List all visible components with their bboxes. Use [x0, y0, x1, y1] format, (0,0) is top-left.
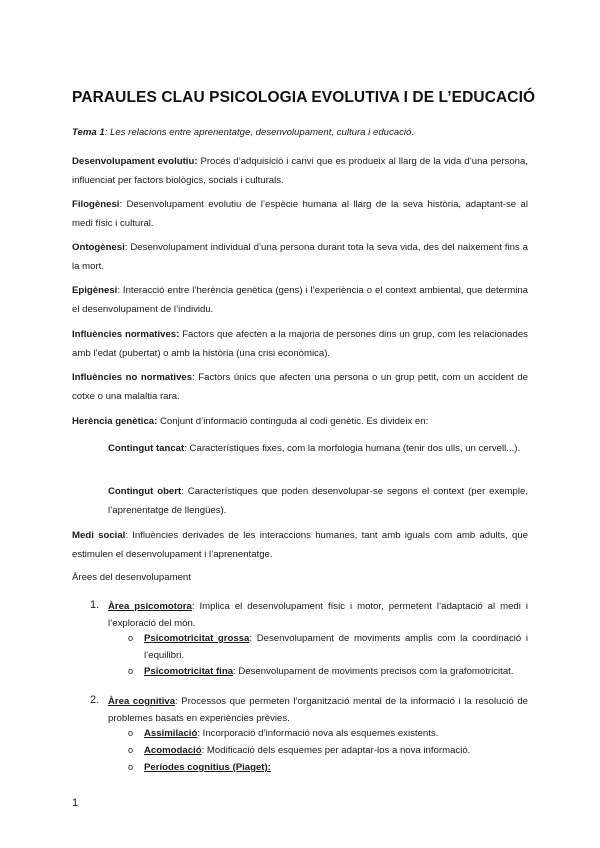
page-number: 1 — [72, 797, 79, 809]
definition-term: Influències no normatives — [72, 372, 193, 383]
sub-term: Psicomotricitat fina — [144, 666, 234, 677]
sub-term: Acomodació — [144, 745, 202, 756]
definition-filogenesi — [72, 195, 528, 233]
topic-label: Tema 1 — [72, 127, 105, 138]
list-number: 1. — [90, 599, 100, 611]
sub-assimilacio — [144, 725, 528, 742]
bullet-icon: o — [128, 633, 134, 643]
definition-term: Medi social — [72, 530, 126, 541]
area-text: : Processos que permeten l’organització mental de la informació i la resolució de problemes basats en experiències prèvies. — [108, 696, 528, 724]
sub-text: : Desenvolupament de moviments amplis com la coordinació i l’equilibri. — [144, 633, 528, 661]
bullet-icon: o — [128, 745, 134, 755]
sub-acomodacio — [144, 742, 528, 759]
definition-text: : Desenvolupament evolutiu de l’espècie humana al llarg de la seva història, adaptant-se al medi físic i cultural. — [72, 199, 528, 229]
topic-line — [72, 127, 414, 138]
list-number: 2. — [90, 694, 100, 706]
bullet-icon: o — [128, 762, 134, 772]
definition-text: : Influències derivades de les interaccions humanes, tant amb iguals com amb adults, que estimulen el desenvolupament i l’aprenentatge. — [72, 530, 528, 560]
document-title: PARAULES CLAU PSICOLOGIA EVOLUTIVA I DE L’EDUCACIÓ — [72, 89, 536, 106]
area-psicomotora — [108, 598, 528, 632]
definition-text: Factors que afecten a la majoria de persones dins un grup, com les relacionades amb l’edat (pubertat) o amb la història (una crisi econòmica). — [72, 329, 528, 359]
sub-text: : Modificació dels esquemes per adaptar-los a nova informació. — [201, 745, 471, 756]
areas-heading: Àrees del desenvolupament — [72, 572, 191, 583]
sub-term: Psicomotricitat grossa — [144, 633, 250, 644]
heredity-term: Contingut obert — [108, 486, 182, 497]
definition-term: Desenvolupament evolutiu: — [72, 156, 198, 167]
sub-periodes-cognitius — [144, 759, 528, 776]
area-term: Àrea cognitiva — [108, 696, 176, 707]
definition-ontogenesi — [72, 238, 528, 276]
definition-text: : Interacció entre l’herència genètica (gens) i l’experiència o el context ambiental, que determina el desenvolupament de l’individu. — [72, 285, 528, 315]
definition-text: : Factors únics que afecten una persona o un grup petit, com un accident de cotxe o una malaltia rara. — [72, 372, 528, 402]
definition-herencia-genetica — [72, 412, 528, 431]
definition-text: : Desenvolupament individual d’una persona durant tota la seva vida, des del naixement fins a la mort. — [72, 242, 528, 272]
definition-term: Filogènesi — [72, 199, 120, 210]
sub-text: : Incorporació d’informació nova als esquemes existents. — [197, 728, 439, 739]
definition-epigenesi — [72, 281, 528, 319]
definition-term: Herència genètica: — [72, 416, 158, 427]
definition-term: Ontogènesi — [72, 242, 125, 253]
definition-influencies-no-normatives — [72, 368, 528, 406]
definition-desenvolupament — [72, 152, 528, 190]
bullet-icon: o — [128, 728, 134, 738]
definition-text: Conjunt d’informació continguda al codi genètic. Es divideix en: — [157, 416, 429, 427]
area-cognitiva — [108, 693, 528, 727]
area-term: Àrea psicomotora — [108, 601, 192, 612]
sub-term: Períodes cognitius (Piaget): — [144, 762, 271, 773]
heredity-term: Contingut tancat — [108, 443, 185, 454]
area-text: : Implica el desenvolupament físic i motor, permetent l’adaptació al medi i l’exploració del món. — [108, 601, 528, 629]
heredity-text: : Característiques que poden desenvolupar-se segons el context (per exemple, l’aprenentatge de llengües). — [108, 486, 528, 516]
sub-text: : Desenvolupament de moviments precisos com la grafomotricitat. — [233, 666, 514, 677]
topic-text: : Les relacions entre aprenentatge, desenvolupament, cultura i educació. — [104, 127, 415, 138]
bullet-icon: o — [128, 666, 134, 676]
heredity-contingut-obert — [108, 482, 528, 520]
heredity-text: : Característiques fixes, com la morfologia humana (tenir dos ulls, un cervell...). — [184, 443, 521, 454]
definition-medi-social — [72, 526, 528, 564]
definition-text: Procés d’adquisició i canvi que es produeix al llarg de la vida d’una persona, influenciat per factors biològics, socials i culturals. — [72, 156, 528, 186]
sub-term: Assimilació — [144, 728, 198, 739]
sub-psicomotricitat-fina — [144, 663, 528, 680]
heredity-contingut-tancat — [108, 439, 528, 458]
definition-influencies-normatives — [72, 325, 528, 363]
sub-psicomotricitat-grossa — [144, 630, 528, 664]
definition-term: Epigènesi — [72, 285, 118, 296]
definition-term: Influències normatives: — [72, 329, 180, 340]
